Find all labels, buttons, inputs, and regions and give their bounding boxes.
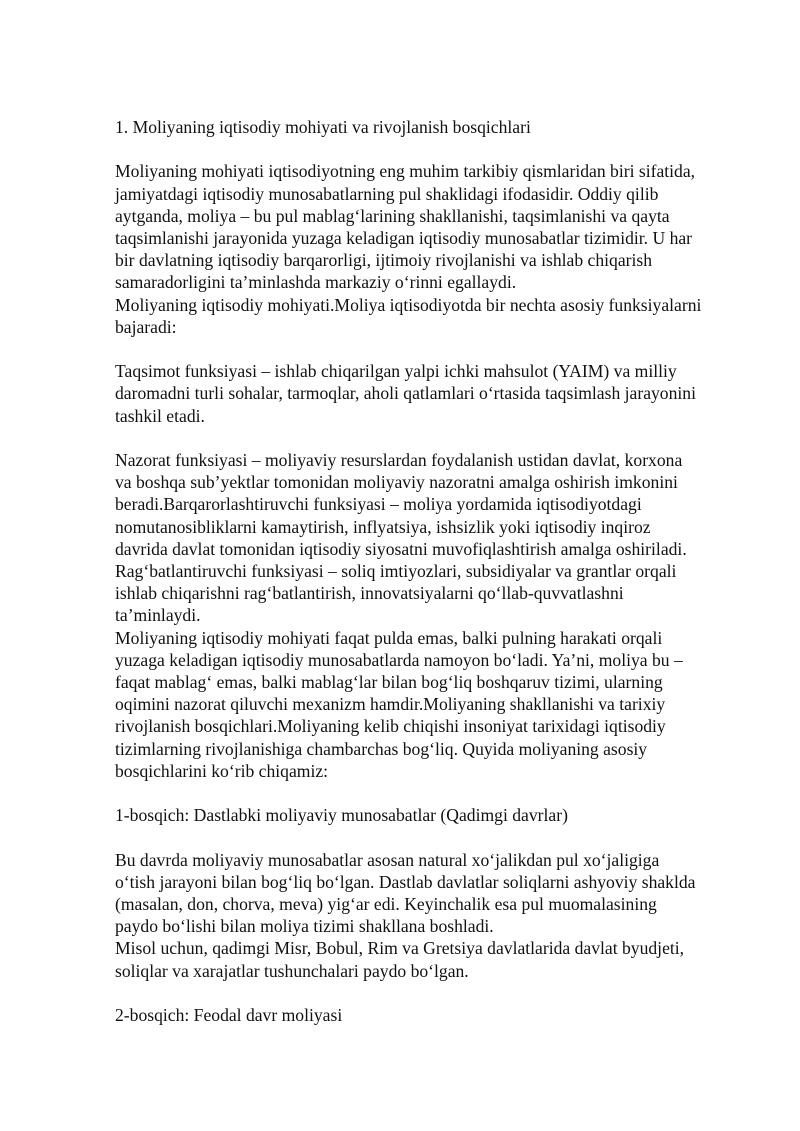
text-line: ishlab chiqarishni rag‘batlantirish, innovatsiyalarni qo‘llab-quvvatlashni (115, 583, 624, 604)
text-line: beradi.Barqarorlashtiruvchi funksiyasi – moliya yordamida iqtisodiyotdagi (115, 494, 642, 515)
text-line: Moliyaning iqtisodiy mohiyati faqat pulda emas, balki pulning harakati orqali (115, 627, 663, 648)
text-line: ta’minlaydi. (115, 605, 201, 626)
stage1-heading: 1-bosqich: Dastlabki moliyaviy munosabatlar (Qadimgi davrlar) (115, 805, 568, 826)
text-line: taqsimlanishi jarayonida yuzaga keladigan iqtisodiy munosabatlar tizimidir. U har (115, 228, 693, 248)
text-line: nomutanosibliklarni kamaytirish, inflyatsiya, ishsizlik yoki iqtisodiy inqiroz (115, 516, 651, 537)
text-line: oqimini nazorat qiluvchi mexanizm hamdir.Moliyaning shakllanishi va tarixiy (115, 694, 666, 715)
text-line: samaradorligini ta’minlashda markaziy o‘rinni egallaydi. (115, 272, 517, 293)
text-line: daromadni turli sohalar, tarmoqlar, aholi qatlamlari o‘rtasida taqsimlash jarayonini (115, 383, 696, 404)
paragraph-spacer (115, 427, 755, 449)
text-line: Nazorat funksiyasi – moliyaviy resurslardan foydalanish ustidan davlat, korxona (115, 450, 683, 470)
intro-paragraph (115, 160, 755, 338)
document-heading: 1. Moliyaning iqtisodiy mohiyati va rivojlanish bosqichlari (115, 117, 531, 137)
text-line: Rag‘batlantiruvchi funksiyasi – soliq imtiyozlari, subsidiyalar va grantlar orqali (115, 561, 677, 582)
text-line: (masalan, don, chorva, meva) yig‘ar edi. Keyinchalik esa pul muomalasining (115, 894, 657, 915)
text-line: tizimlarning rivojlanishiga chambarchas bog‘liq. Quyida moliyaning asosiy (115, 738, 648, 759)
text-line: bir davlatning iqtisodiy barqarorligi, ijtimoiy rivojlanishi va ishlab chiqarish (115, 250, 653, 271)
text-line: Misol uchun, qadimgi Misr, Bobul, Rim va Gretsiya davlatlarida davlat byudjeti, (115, 938, 685, 959)
text-line: yuzaga keladigan iqtisodiy munosabatlarda namoyon bo‘ladi. Ya’ni, moliya bu – (115, 649, 683, 670)
text-line: rivojlanish bosqichlari.Moliyaning kelib chiqishi insoniyat tarixidagi iqtisodiy (115, 716, 666, 737)
text-line: jamiyatdagi iqtisodiy munosabatlarning pul shaklidagi ifodasidir. Oddiy qilib (115, 183, 659, 204)
nazorat-paragraph (115, 449, 755, 782)
paragraph-spacer (115, 338, 755, 360)
text-line: bosqichlarini ko‘rib chiqamiz: (115, 760, 329, 781)
text-line: paydo bo‘lishi bilan moliya tizimi shakllana boshladi. (115, 916, 494, 937)
text-line: va boshqa sub’yektlar tomonidan moliyaviy nazoratni amalga oshirish imkonini (115, 472, 678, 493)
taqsimot-paragraph (115, 360, 755, 427)
text-line: soliqlar va xarajatlar tushunchalari paydo bo‘lgan. (115, 960, 469, 981)
text-line: Moliyaning mohiyati iqtisodiyotning eng muhim tarkibiy qismlaridan biri sifatida, (115, 161, 696, 182)
stage2-heading: 2-bosqich: Feodal davr moliyasi (115, 1005, 343, 1026)
text-line: bajaradi: (115, 316, 177, 337)
stage1-paragraph (115, 849, 755, 982)
paragraph-spacer (115, 782, 755, 804)
paragraph-spacer (115, 982, 755, 1004)
text-line: tashkil etadi. (115, 405, 205, 426)
document-page (115, 116, 755, 1026)
paragraph-spacer (115, 826, 755, 848)
text-line: Moliyaning iqtisodiy mohiyati.Moliya iqtisodiyotda bir nechta asosiy funksiyalarni (115, 294, 702, 315)
text-line: Taqsimot funksiyasi – ishlab chiqarilgan yalpi ichki mahsulot (YAIM) va milliy (115, 361, 677, 382)
text-line: Bu davrda moliyaviy munosabatlar asosan natural xo‘jalikdan pul xo‘jaligiga (115, 849, 660, 870)
text-line: o‘tish jarayoni bilan bog‘liq bo‘lgan. Dastlab davlatlar soliqlarni ashyoviy shaklda (115, 871, 696, 892)
paragraph-spacer (115, 138, 755, 160)
text-line: faqat mablag‘ emas, balki mablag‘lar bilan bog‘liq boshqaruv tizimi, ularning (115, 672, 663, 693)
text-line: davrida davlat tomonidan iqtisodiy siyosatni muvofiqlashtirish amalga oshiriladi. (115, 538, 687, 559)
text-line: aytganda, moliya – bu pul mablag‘larining shakllanishi, taqsimlanishi va qayta (115, 205, 670, 226)
